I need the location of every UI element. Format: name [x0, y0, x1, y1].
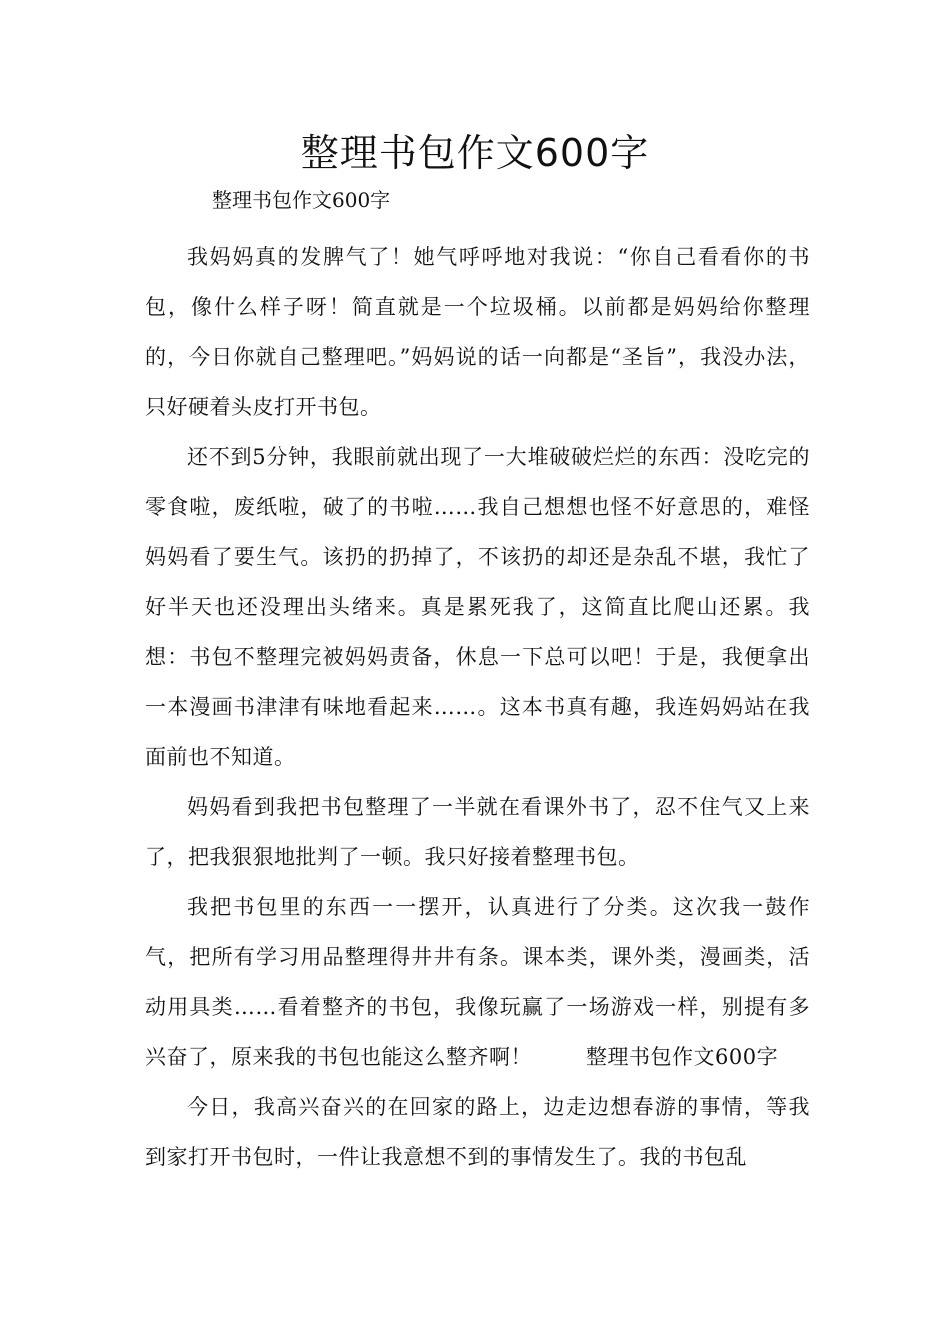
- paragraph: 我妈妈真的发脾气了！她气呼呼地对我说：“你自己看看你的书包，像什么样子呀！简直就是一个垃圾桶。以前都是妈妈给你整理的，今日你就自己整理吧。”妈妈说的话一向都是“圣旨”，我没办法，只好硬着头皮打开书包。: [145, 245, 810, 419]
- inline-section-label: 整理书包作文600字: [586, 1045, 779, 1069]
- paragraph: 还不到5分钟，我眼前就出现了一大堆破破烂烂的东西：没吃完的零食啦，废纸啦，破了的书啦……我自己想想也怪不好意思的，难怪妈妈看了要生气。该扔的扔掉了，不该扔的却还是杂乱不堪，我忙了好半天也还没理出头绪来。真是累死我了，这简直比爬山还累。我想：书包不整理完被妈妈责备，休息一下总可以吧！于是，我便拿出一本漫画书津津有味地看起来……。这本书真有趣，我连妈妈站在我面前也不知道。: [145, 445, 810, 769]
- document-body: [145, 232, 810, 1182]
- paragraph: 今日，我高兴奋兴的在回家的路上，边走边想春游的事情，等我到家打开书包时，一件让我意想不到的事情发生了。我的书包乱: [145, 1095, 810, 1169]
- paragraph: [145, 882, 810, 1082]
- document-title: 整理书包作文600字: [300, 131, 650, 175]
- document-subtitle: 整理书包作文600字: [212, 188, 391, 212]
- paragraph-text: 我把书包里的东西一一摆开，认真进行了分类。这次我一鼓作气，把所有学习用品整理得井井有条。课本类，课外类，漫画类，活动用具类……看着整齐的书包，我像玩赢了一场游戏一样，别提有多兴奋了，原来我的书包也能这么整齐啊！: [145, 895, 810, 1069]
- paragraph: 妈妈看到我把书包整理了一半就在看课外书了，忍不住气又上来了，把我狠狠地批判了一顿。我只好接着整理书包。: [145, 795, 810, 869]
